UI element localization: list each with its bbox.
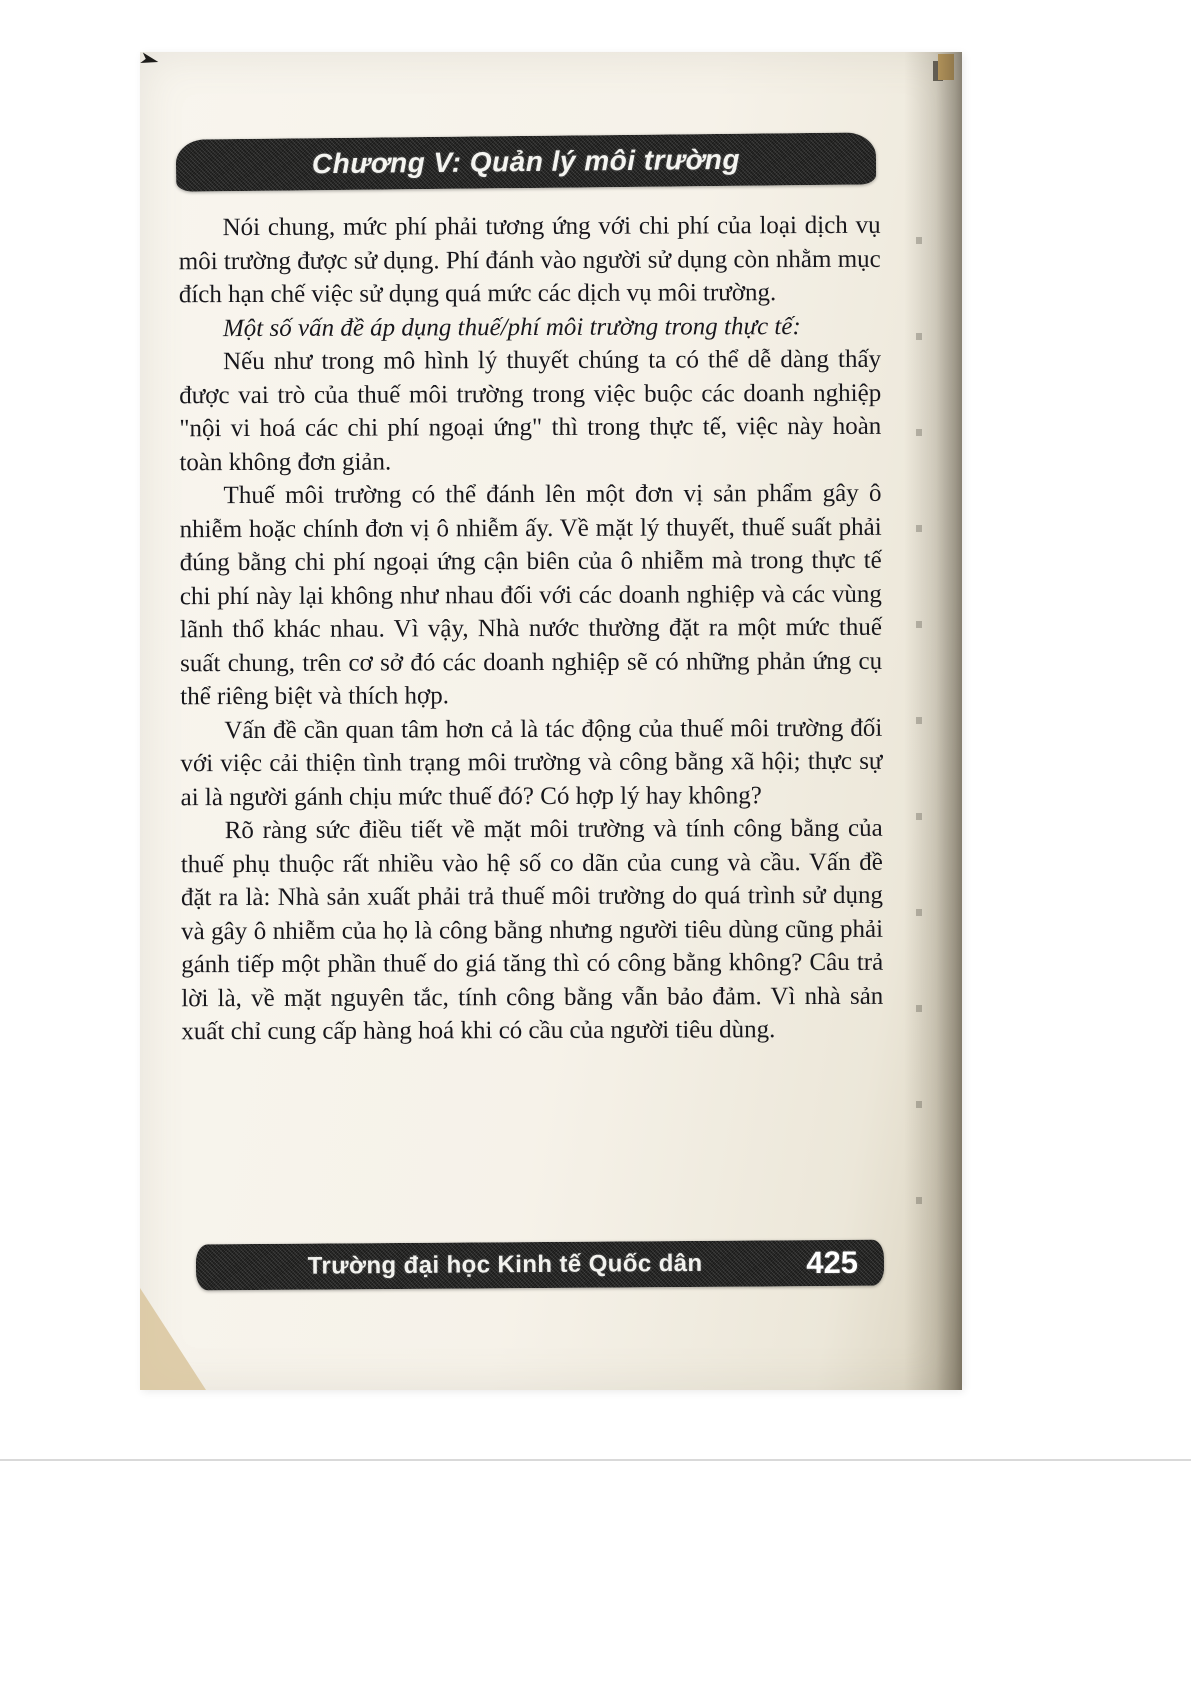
book-page: [136, 47, 962, 1390]
institution-name: Trường đại học Kinh tế Quốc dân: [307, 1249, 703, 1280]
scan-divider-line: [0, 1459, 1191, 1461]
scan-artifact-margin-marks: [916, 237, 922, 1227]
chapter-header-banner: [176, 132, 877, 191]
paragraph-tax-on-pollution-unit: Thuế môi trường có thể đánh lên một đơn vị sản phẩm gây ô nhiễm hoặc chính đơn vị ô nhiễm ấy. Về mặt lý thuyết, thuế suất phải đúng bằng chi phí ngoại ứng cận biên của ô nhiễm mà trong thực tế chi phí này lại không như nhau đối với các doanh nghiệp và các vùng lãnh thổ khác nhau. Vì vậy, Nhà nước thường đặt ra một mức thuế suất chung, trên cơ sở đó các doanh nghiệp sẽ có những phản ứng cụ thể riêng biệt và thích hợp.: [179, 479, 883, 711]
page-edge-shadow: [904, 52, 962, 1390]
paragraph-fees-intro: Nói chung, mức phí phải tương ứng với chi phí của loại dịch vụ môi trường được sử dụng. Phí đánh vào người sử dụng còn nhằm mục đích hạn chế việc sử dụng quá mức các dịch vụ môi trường.: [178, 211, 881, 309]
paragraph-tax-impact-fairness: Vấn đề cần quan tâm hơn cả là tác động của thuế môi trường đối với việc cải thiện tình trạng môi trường và công bằng xã hội; thực sự ai là người gánh chịu mức thuế đó? Có hợp lý hay không?: [180, 714, 883, 811]
chapter-title: Chương V: Quản lý môi trường: [311, 143, 741, 180]
page-number: 425: [806, 1244, 859, 1281]
scan-artifact-corner-mark: ➤: [136, 47, 162, 73]
paragraph-theory-vs-practice: Nếu như trong mô hình lý thuyết chúng ta có thể dễ dàng thấy được vai trò của thuế môi trường trong việc buộc các doanh nghiệp "nội vi hoá các chi phí ngoại ứng" thì trong thực tế, việc này hoàn toàn không đơn giản.: [179, 345, 882, 476]
footer-banner: [196, 1240, 884, 1291]
section-heading-tax-fee-practice: Một số vấn đề áp dụng thuế/phí môi trường trong thực tế:: [222, 312, 801, 342]
scan-artifact-corner-curl: [140, 1288, 206, 1390]
paragraph-elasticity-fairness: Rõ ràng sức điều tiết về mặt môi trường và tính công bằng của thuế phụ thuộc rất nhiều vào hệ số co dãn của cung và cầu. Vấn đề đặt ra là: Nhà sản xuất phải trả thuế môi trường do quá trình sử dụng và gây ô nhiễm của họ là công bằng nhưng người tiêu dùng cũng phải gánh tiếp một phần thuế do giá tăng thì có công bằng không? Câu trả lời là, về mặt nguyên tắc, tính công bằng vẫn bảo đảm. Vì nhà sản xuất chỉ cung cấp hàng hoá khi có cầu của người tiêu dùng.: [180, 814, 884, 1046]
page-body: [179, 209, 884, 1049]
scan-artifact-edge-tab: [938, 54, 954, 80]
